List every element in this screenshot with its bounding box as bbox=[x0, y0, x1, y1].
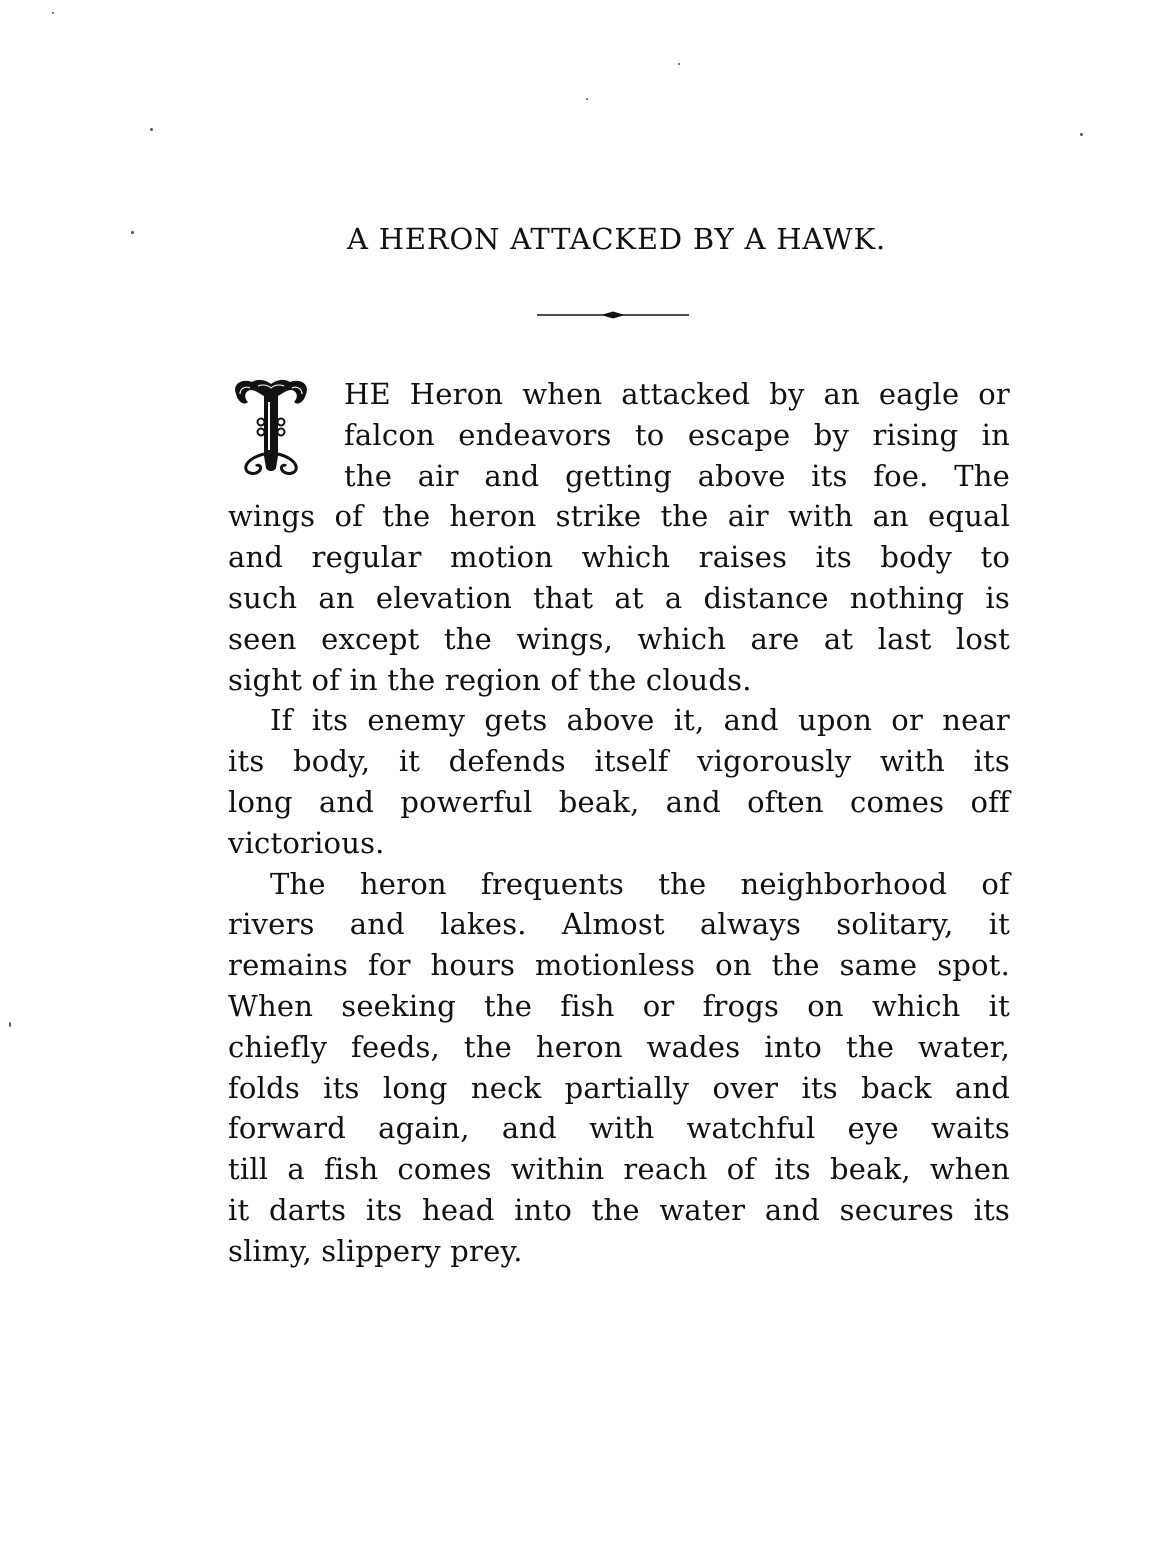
text-line: The heron frequents the neighborhood of bbox=[270, 866, 1010, 901]
scan-speck bbox=[586, 98, 588, 100]
text-line: rivers and lakes. Almost always solitary, it bbox=[228, 907, 1010, 942]
text-line: If its enemy gets above it, and upon or near bbox=[270, 703, 1010, 738]
text-line: chiefly feeds, the heron wades into the water, bbox=[228, 1029, 1010, 1064]
text-line: remains for hours motionless on the same spot. bbox=[228, 948, 1010, 983]
paragraph-2 bbox=[228, 700, 1010, 863]
text-line: long and powerful beak, and often comes off bbox=[228, 784, 1010, 819]
scan-speck bbox=[9, 1022, 11, 1027]
body-text bbox=[228, 374, 1010, 1272]
text-line: till a fish comes within reach of its beak, when bbox=[228, 1152, 1010, 1187]
text-line: When seeking the fish or frogs on which it bbox=[228, 988, 1010, 1023]
text-line: such an elevation that at a distance nothing is bbox=[228, 580, 1010, 615]
scan-speck bbox=[150, 128, 153, 131]
scan-speck bbox=[678, 63, 680, 65]
text-line: folds its long neck partially over its back and bbox=[228, 1070, 1010, 1105]
paragraph-1 bbox=[228, 374, 1010, 700]
text-line: slimy, slippery prey. bbox=[228, 1233, 523, 1268]
scan-speck bbox=[1080, 133, 1083, 136]
text-line: seen except the wings, which are at last lost bbox=[228, 621, 1010, 656]
text-line: the air and getting above its foe. The bbox=[344, 458, 1010, 493]
title-ornament-rule bbox=[537, 308, 689, 322]
text-line: wings of the heron strike the air with an equal bbox=[228, 499, 1010, 534]
text-line: forward again, and with watchful eye waits bbox=[228, 1111, 1010, 1146]
scan-speck bbox=[52, 12, 54, 14]
text-line: its body, it defends itself vigorously with its bbox=[228, 744, 1010, 779]
text-line: falcon endeavors to escape by rising in bbox=[344, 417, 1010, 452]
text-line: it darts its head into the water and secures its bbox=[228, 1192, 1010, 1227]
text-line: sight of in the region of the clouds. bbox=[228, 662, 752, 697]
text-line: victorious. bbox=[228, 825, 385, 860]
paragraph-3 bbox=[228, 864, 1010, 1272]
text-line: HE Heron when attacked by an eagle or bbox=[344, 377, 1010, 411]
text-line: and regular motion which raises its body to bbox=[228, 540, 1010, 575]
page-title: A HERON ATTACKED BY A HAWK. bbox=[347, 222, 886, 256]
